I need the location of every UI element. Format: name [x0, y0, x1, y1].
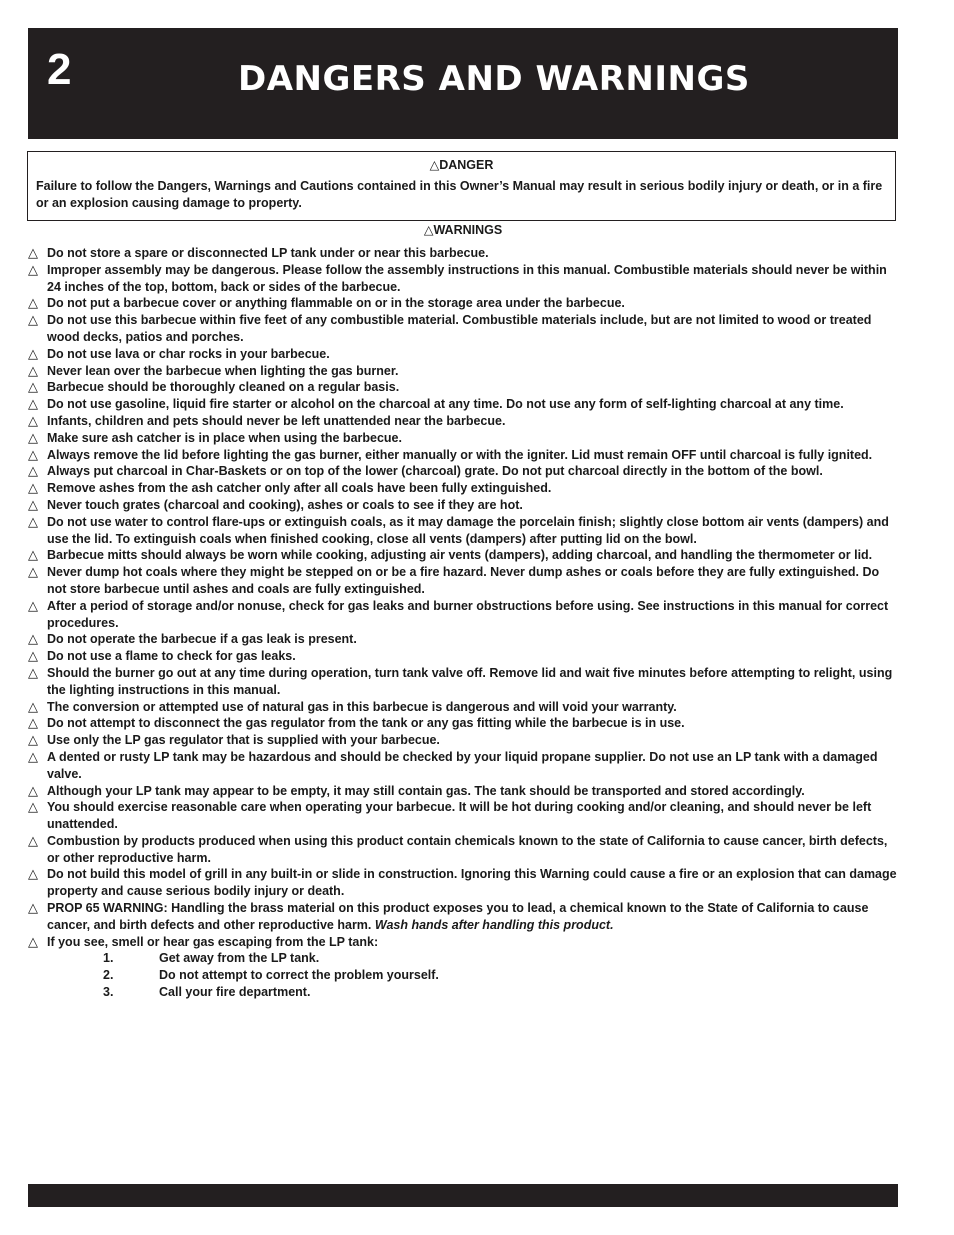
- warnings-heading-label: WARNINGS: [433, 223, 503, 237]
- warning-triangle-icon: △: [28, 362, 38, 378]
- warning-triangle-icon: △: [28, 480, 38, 496]
- warning-item: [28, 463, 900, 480]
- warning-text: Although your LP tank may appear to be empty, it may still contain gas. The tank should be transported and stored accordingly.: [47, 783, 805, 798]
- warning-triangle-icon: △: [429, 158, 440, 172]
- warning-item: [28, 631, 900, 648]
- step-text: Call your fire department.: [159, 985, 311, 1000]
- warning-item: [28, 648, 900, 665]
- gas-leak-intro: If you see, smell or hear gas escaping from the LP tank:: [47, 934, 379, 949]
- warning-item: [28, 699, 900, 716]
- prop65-text: PROP 65 WARNING: Handling the brass material on this product exposes you to lead, a chemical known to the State of California to cause cancer, and birth defects and other reproductive harm.: [47, 901, 869, 932]
- warning-text: Always put charcoal in Char-Baskets or on top of the lower (charcoal) grate. Do not put charcoal directly in the bottom of the bowl.: [47, 464, 823, 479]
- warning-triangle-icon: △: [28, 597, 38, 613]
- warning-text: Do not use water to control flare-ups or extinguish coals, as it may damage the porcelain finish; slightly close bottom air vents (dampers) and use the lid. To extinguish coals when finished cooking, close all vents (dampers) after putting lid on the bowl.: [47, 514, 889, 546]
- warning-triangle-icon: △: [28, 732, 38, 748]
- warning-item: [28, 413, 900, 430]
- warning-triangle-icon: △: [28, 799, 38, 815]
- warning-triangle-icon: △: [28, 900, 38, 916]
- warning-item: [28, 547, 900, 564]
- gas-leak-step: [47, 950, 900, 967]
- warning-item: [28, 447, 900, 464]
- warning-item: [28, 497, 900, 514]
- warning-text: You should exercise reasonable care when operating your barbecue. It will be hot during cooking and/or cleaning, and should never be left unattended.: [47, 800, 872, 832]
- warning-item: [28, 363, 900, 380]
- prop65-emphasis: Wash hands after handling this product.: [374, 917, 614, 932]
- warning-triangle-icon: △: [28, 345, 38, 361]
- step-number: 2.: [103, 968, 114, 983]
- warning-text: Do not operate the barbecue if a gas leak is present.: [47, 632, 357, 647]
- warning-triangle-icon: △: [28, 748, 38, 764]
- warning-text: A dented or rusty LP tank may be hazardous and should be checked by your liquid propane supplier. Do not use an LP tank with a damaged valve.: [47, 749, 878, 781]
- warning-text: Always remove the lid before lighting the gas burner, either manually or with the igniter. Lid must remain OFF until charcoal is fully ignited.: [47, 447, 873, 462]
- gas-leak-step: [47, 984, 900, 1001]
- warning-item: [28, 514, 900, 548]
- step-text: Do not attempt to correct the problem yourself.: [159, 968, 439, 983]
- warning-triangle-icon: △: [28, 379, 38, 395]
- warning-text: After a period of storage and/or nonuse, check for gas leaks and burner obstructions before using. See instructions in this manual for correct procedures.: [47, 598, 889, 630]
- warning-item: [28, 379, 900, 396]
- warning-item: [28, 312, 900, 346]
- warning-triangle-icon: △: [28, 648, 38, 664]
- warning-text: Do not store a spare or disconnected LP tank under or near this barbecue.: [47, 246, 489, 260]
- gas-leak-step: [47, 967, 900, 984]
- warning-item: [28, 295, 900, 312]
- warning-item: [28, 799, 900, 833]
- warning-item: [28, 665, 900, 699]
- warning-text: Do not build this model of grill in any built-in or slide in construction. Ignoring this Warning could cause a fire or an explosion that can damage property and cause serious bodily injury or death.: [47, 867, 897, 899]
- warning-triangle-icon: △: [28, 866, 38, 882]
- warning-item: [28, 866, 900, 900]
- warning-item: [28, 346, 900, 363]
- warning-triangle-icon: △: [28, 396, 38, 412]
- warning-text: Never lean over the barbecue when lighting the gas burner.: [47, 363, 399, 378]
- warning-triangle-icon: △: [28, 564, 38, 580]
- warning-triangle-icon: △: [28, 631, 38, 647]
- warning-text: Combustion by products produced when using this product contain chemicals known to the state of California to cause cancer, birth defects, or other reproductive harm.: [47, 833, 888, 865]
- warning-triangle-icon: △: [28, 412, 38, 428]
- warning-triangle-icon: △: [28, 664, 38, 680]
- warning-item: [28, 262, 900, 296]
- warning-triangle-icon: △: [28, 245, 38, 260]
- warning-item: [28, 715, 900, 732]
- warning-text: Should the burner go out at any time during operation, turn tank valve off. Remove lid and wait five minutes before attempting to relight, using the lighting instructions in this manual.: [47, 665, 893, 697]
- warning-triangle-icon: △: [28, 429, 38, 445]
- warning-triangle-icon: △: [28, 513, 38, 529]
- section-number: 2: [47, 45, 72, 94]
- warning-triangle-icon: △: [28, 698, 38, 714]
- warning-item: [28, 245, 900, 262]
- warning-text: Make sure ash catcher is in place when using the barbecue.: [47, 430, 402, 445]
- warning-text: Do not use gasoline, liquid fire starter or alcohol on the charcoal at any time. Do not use any form of self-lighting charcoal at any time.: [47, 397, 844, 412]
- warning-text: Infants, children and pets should never be left unattended near the barbecue.: [47, 413, 506, 428]
- warning-text: The conversion or attempted use of natural gas in this barbecue is dangerous and will void your warranty.: [47, 699, 677, 714]
- warning-triangle-icon: △: [28, 496, 38, 512]
- prop65-warning: [28, 900, 900, 934]
- warning-text: Never touch grates (charcoal and cooking), ashes or coals to see if they are hot.: [47, 497, 523, 512]
- warnings-heading: [28, 222, 898, 238]
- warning-text: Do not put a barbecue cover or anything flammable on or in the storage area under the barbecue.: [47, 296, 625, 311]
- warning-triangle-icon: △: [28, 261, 38, 277]
- warning-triangle-icon: △: [423, 223, 434, 237]
- warning-item: [28, 749, 900, 783]
- warning-text: Barbecue should be thoroughly cleaned on a regular basis.: [47, 380, 400, 395]
- step-number: 1.: [103, 951, 114, 966]
- warning-triangle-icon: △: [28, 715, 38, 731]
- warning-text: Do not use this barbecue within five feet of any combustible material. Combustible materials include, but are not limited to wood or treated wood decks, patios and porches.: [47, 313, 872, 344]
- danger-text: Failure to follow the Dangers, Warnings and Cautions contained in this Owner’s Manual may result in serious bodily injury or death, or in a fire or an explosion causing damage to property.: [36, 179, 883, 210]
- danger-heading: [28, 157, 895, 173]
- warning-text: Barbecue mitts should always be worn while cooking, adjusting air vents (dampers), adding charcoal, and handling the thermometer or lid.: [47, 548, 873, 563]
- warning-item: [28, 732, 900, 749]
- section-header-bar: [28, 28, 898, 139]
- footer-bar: [28, 1184, 898, 1207]
- warning-text: Never dump hot coals where they might be stepped on or be a fire hazard. Never dump ashes or coals before they are fully extinguished. Do not store barbecue until ashes and coals are fully extinguished.: [47, 565, 880, 596]
- warning-text: Do not use a flame to check for gas leaks.: [47, 649, 296, 664]
- danger-box: [27, 151, 896, 221]
- warning-item: [28, 564, 900, 598]
- step-number: 3.: [103, 985, 114, 1000]
- gas-leak-warning: [28, 934, 900, 1001]
- warning-item: [28, 396, 900, 413]
- page-title: DANGERS AND WARNINGS: [238, 59, 750, 99]
- warning-item: [28, 783, 900, 800]
- warning-item: [28, 598, 900, 632]
- warning-item: [28, 833, 900, 867]
- step-text: Get away from the LP tank.: [159, 951, 320, 966]
- warning-triangle-icon: △: [28, 295, 38, 311]
- warning-triangle-icon: △: [28, 832, 38, 848]
- gas-leak-steps: [47, 950, 900, 1000]
- warning-triangle-icon: △: [28, 446, 38, 462]
- danger-heading-label: DANGER: [439, 158, 494, 172]
- warning-triangle-icon: △: [28, 463, 38, 479]
- warning-text: Do not use lava or char rocks in your barbecue.: [47, 346, 330, 361]
- warning-text: Do not attempt to disconnect the gas regulator from the tank or any gas fitting while the barbecue is in use.: [47, 716, 685, 731]
- warning-triangle-icon: △: [28, 933, 38, 949]
- warning-text: Improper assembly may be dangerous. Please follow the assembly instructions in this manual. Combustible materials should never be within 24 inches of the top, bottom, back or sides of the barbecue.: [47, 262, 887, 294]
- warning-triangle-icon: △: [28, 547, 38, 563]
- warning-item: [28, 430, 900, 447]
- warning-text: Use only the LP gas regulator that is supplied with your barbecue.: [47, 733, 440, 748]
- warning-text: Remove ashes from the ash catcher only after all coals have been fully extinguished.: [47, 481, 552, 496]
- warning-triangle-icon: △: [28, 782, 38, 798]
- warning-item: [28, 480, 900, 497]
- warnings-list: [28, 245, 900, 1001]
- warning-triangle-icon: △: [28, 312, 38, 328]
